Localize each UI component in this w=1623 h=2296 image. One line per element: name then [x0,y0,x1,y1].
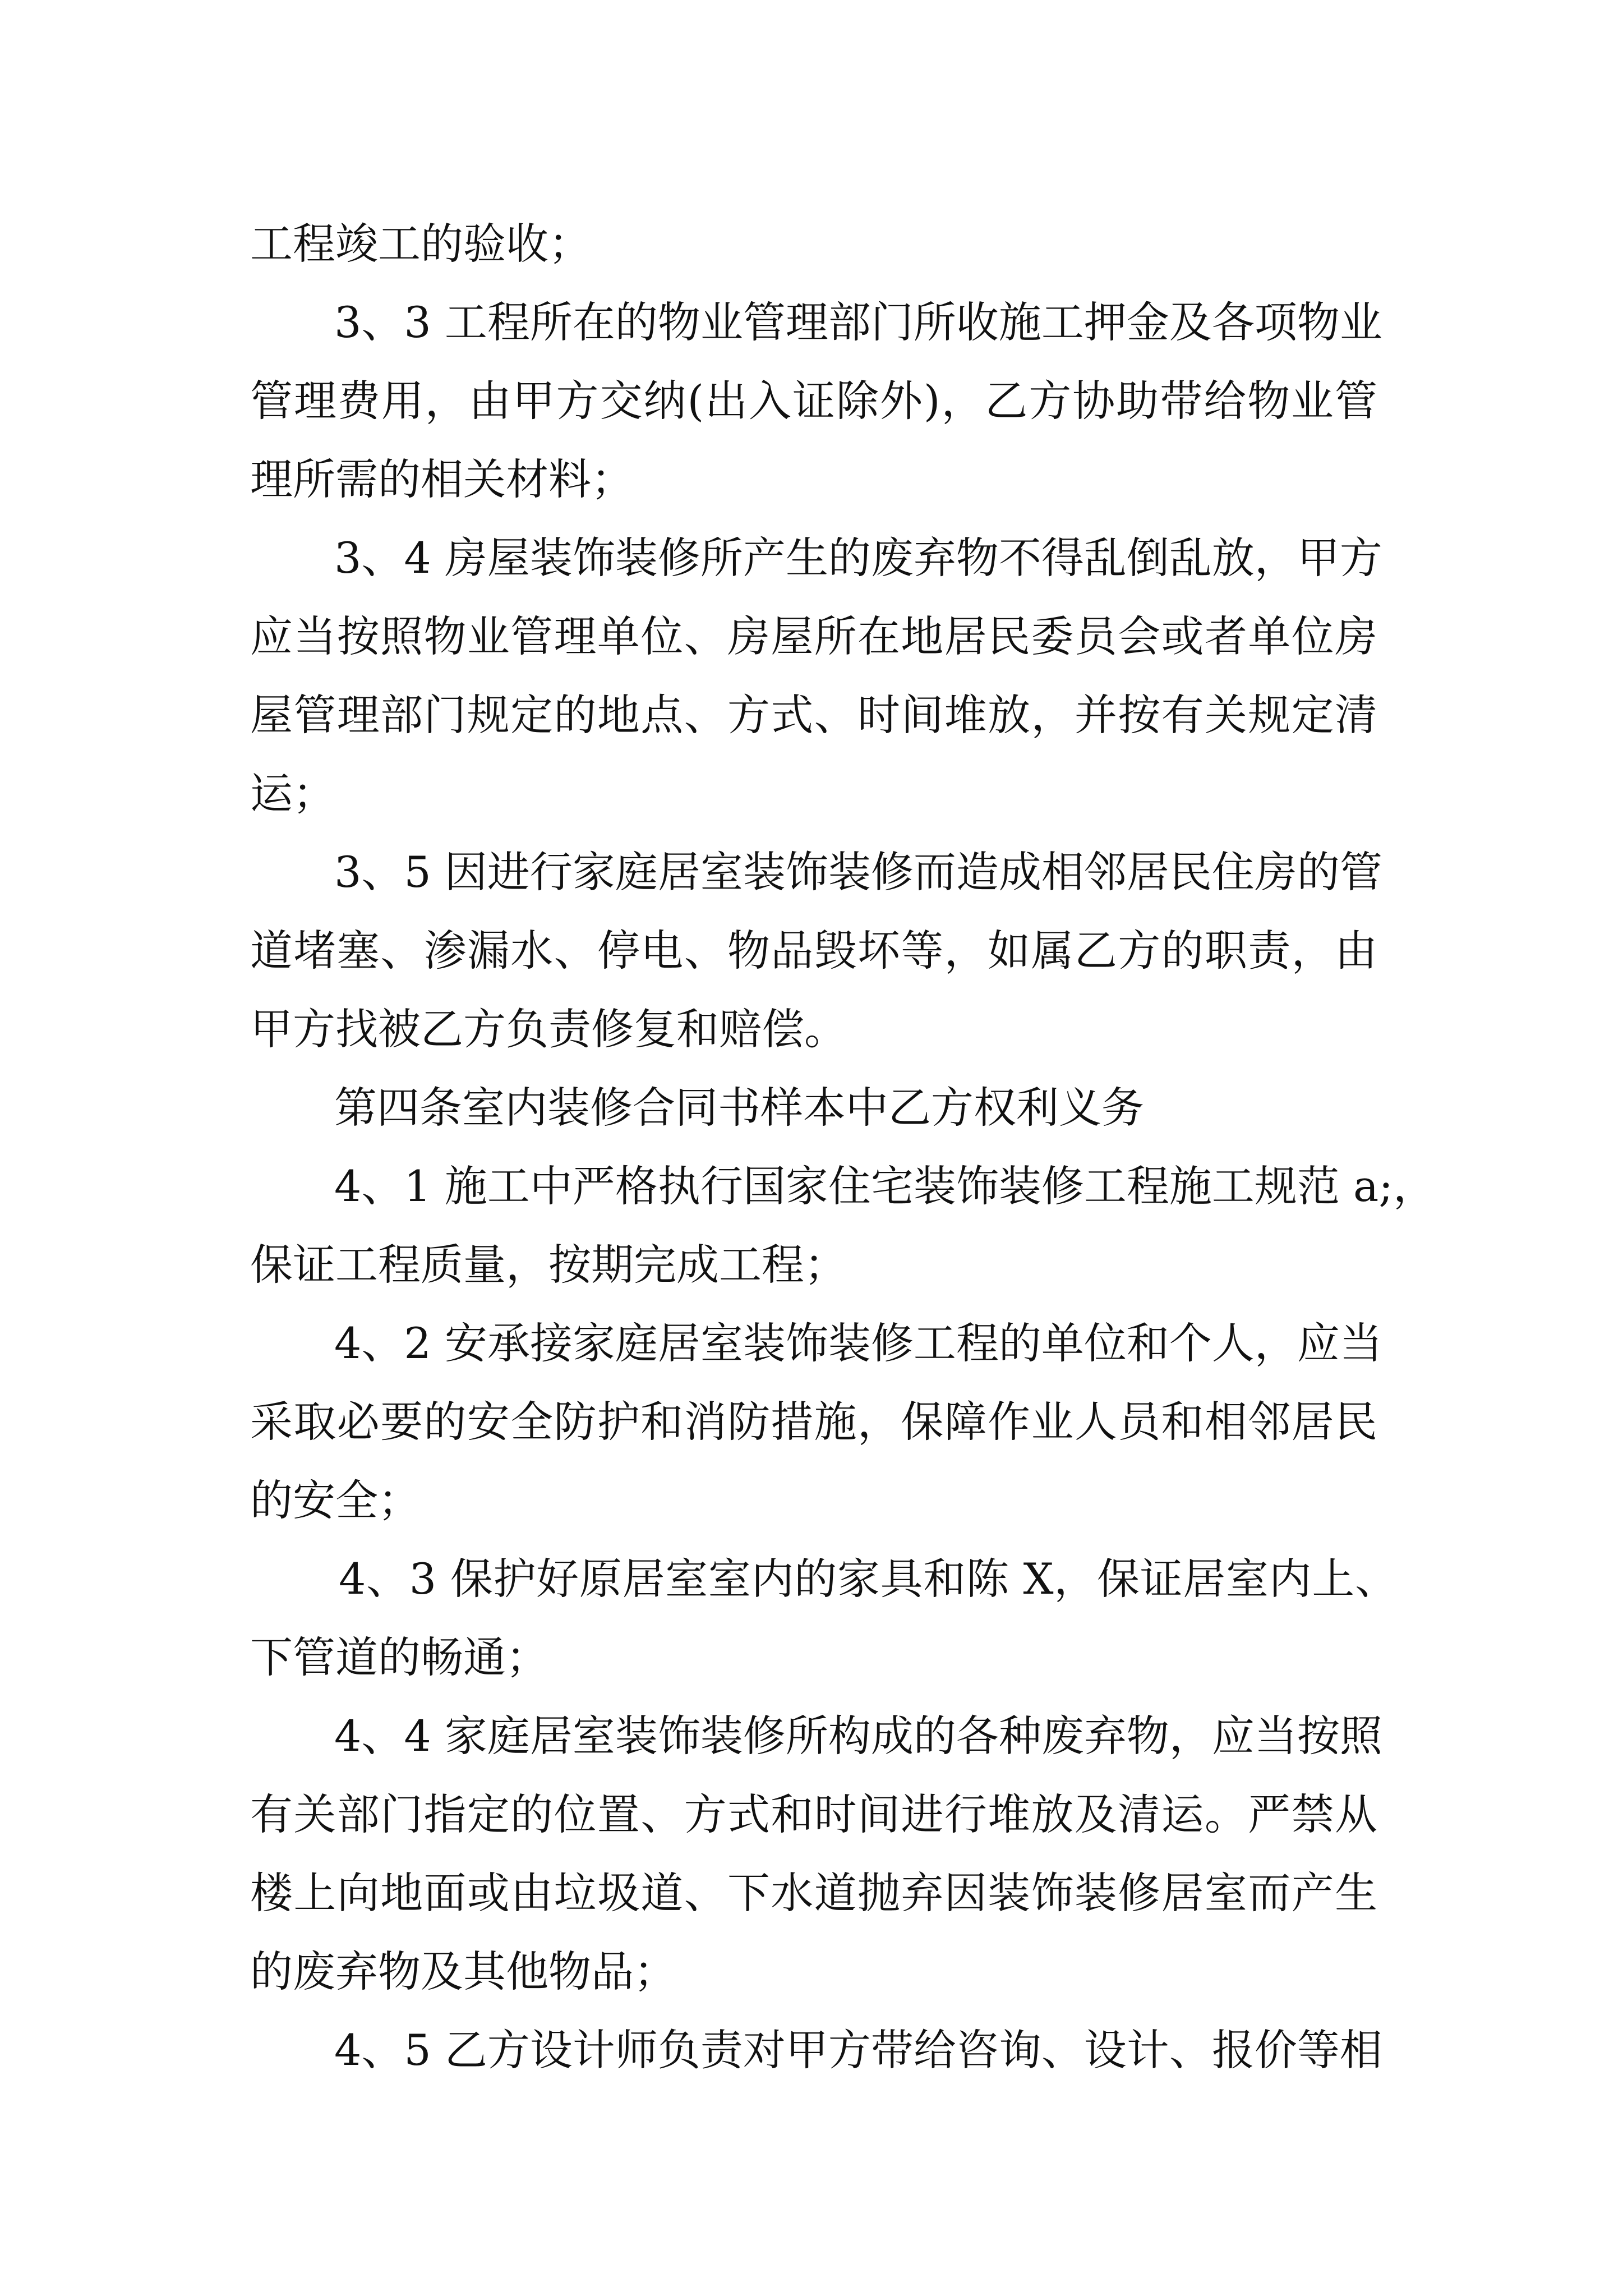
text-line-17: 的安全； [250,1475,421,1525]
text-line-13: 4、1 施工中严格执行国家住宅装饰装修工程施工规范 a;， [334,1161,1436,1211]
text-line-21: 有关部门指定的位置、方式和时间进行堆放及清运。严禁从 [250,1789,1377,1839]
text-line-10: 道堵塞、渗漏水、停电、物品毁坏等，如属乙方的职责，由 [250,926,1377,976]
text-line-14: 保证工程质量，按期完成工程； [250,1240,847,1290]
text-line-16: 采取必要的安全防护和消防措施，保障作业人员和相邻居民 [250,1397,1377,1447]
text-line-1: 工程竣工的验收； [250,219,591,269]
text-line-3: 管理费用，由甲方交纳(出入证除外)，乙方协助带给物业管 [250,376,1377,426]
text-line-18: 4、3 保护好原居室室内的家具和陈 X，保证居室内上、 [339,1554,1398,1604]
text-line-23: 的废弃物及其他物品； [250,1947,676,1996]
text-line-22: 楼上向地面或由垃圾道、下水道抛弃因装饰装修居室而产生 [250,1868,1377,1918]
text-line-19: 下管道的畅通； [250,1632,548,1682]
section-heading: 第四条室内装修合同书样本中乙方权利义务 [334,1083,1144,1133]
text-line-20: 4、4 家庭居室装饰装修所构成的各种废弃物，应当按照 [334,1711,1382,1761]
text-line-9: 3、5 因进行家庭居室装饰装修而造成相邻居民住房的管 [334,847,1382,897]
text-line-2: 3、3 工程所在的物业管理部门所收施工押金及各项物业 [334,297,1382,347]
text-line-6: 应当按照物业管理单位、房屋所在地居民委员会或者单位房 [250,611,1377,661]
text-line-11: 甲方找被乙方负责修复和赔偿。 [250,1004,847,1054]
text-line-4: 理所需的相关材料； [250,454,634,504]
text-line-24: 4、5 乙方设计师负责对甲方带给咨询、设计、报价等相 [334,2025,1382,2075]
text-line-8: 运； [250,769,335,818]
text-line-5: 3、4 房屋装饰装修所产生的废弃物不得乱倒乱放，甲方 [334,533,1382,583]
text-line-7: 屋管理部门规定的地点、方式、时间堆放，并按有关规定清 [250,690,1377,740]
text-line-15: 4、2 安承接家庭居室装饰装修工程的单位和个人，应当 [334,1318,1382,1368]
